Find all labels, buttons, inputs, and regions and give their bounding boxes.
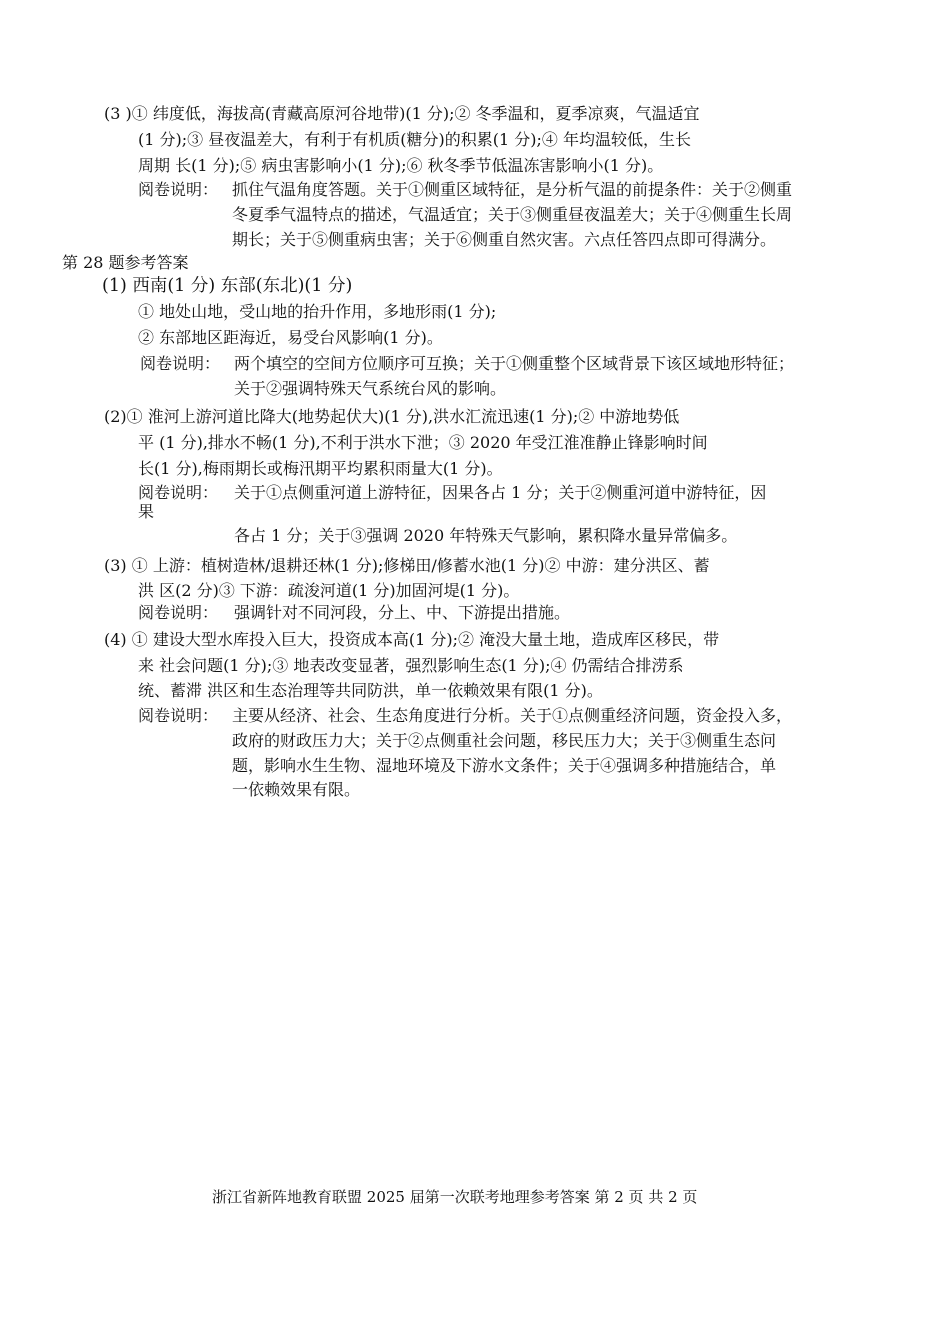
- q27-3-answer-line-1: (3 )① 纬度低，海拔高(青藏高原河谷地带)(1 分);② 冬季温和，夏季凉爽，气温适宜: [104, 104, 700, 123]
- q28-4-note-line-2: 政府的财政压力大；关于②点侧重社会问题，移民压力大；关于③侧重生态问: [232, 731, 777, 750]
- q27-3-note-line-3: 期长；关于⑤侧重病虫害；关于⑥侧重自然灾害。六点任答四点即可得满分。: [232, 230, 777, 249]
- q28-1-answer-line-1: (1) 西南(1 分) 东部(东北)(1 分): [102, 276, 353, 296]
- q28-4-note-line-3: 题，影响水生生物、湿地环境及下游水文条件；关于④强调多种措施结合，单: [232, 756, 777, 775]
- q28-4-note-label: 阅卷说明：: [138, 706, 219, 725]
- q28-1-answer-line-3: ② 东部地区距海近，易受台风影响(1 分)。: [138, 328, 443, 347]
- q28-1-note-label: 阅卷说明：: [140, 354, 221, 373]
- q28-2-note-label: 阅卷说明：: [138, 483, 219, 502]
- q28-4-note-line-1: 主要从经济、社会、生态角度进行分析。关于①点侧重经济问题，资金投入多，: [232, 706, 793, 725]
- q28-1-answer-line-2: ① 地处山地，受山地的抬升作用，多地形雨(1 分);: [138, 302, 497, 321]
- q28-1-note-line-2: 关于②强调特殊天气系统台风的影响。: [234, 379, 507, 398]
- q27-3-note-label: 阅卷说明：: [138, 180, 219, 199]
- q28-2-answer-line-1: (2)① 淮河上游河道比降大(地势起伏大)(1 分),洪水汇流迅速(1 分);② 中游地势低: [104, 407, 680, 426]
- q27-3-answer-line-3: 周期 长(1 分);⑤ 病虫害影响小(1 分);⑥ 秋冬季节低温冻害影响小(1 分)。: [138, 156, 664, 175]
- q28-2-answer-line-3: 长(1 分),梅雨期长或梅汛期平均累积雨量大(1 分)。: [138, 459, 503, 478]
- q28-2-note-line-1: 关于①点侧重河道上游特征，因果各占 1 分；关于②侧重河道中游特征，因: [234, 483, 767, 502]
- q28-title: 第 28 题参考答案: [62, 253, 189, 272]
- q28-4-answer-line-1: (4) ① 建设大型水库投入巨大，投资成本高(1 分);② 淹没大量土地，造成库区移民，带: [104, 630, 720, 649]
- q28-4-note-line-4: 一依赖效果有限。: [232, 780, 361, 799]
- q28-2-note-line-3: 各占 1 分；关于③强调 2020 年特殊天气影响，累积降水量异常偏多。: [234, 526, 738, 545]
- q28-2-answer-line-2: 平 (1 分),排水不畅(1 分),不利于洪水下泄；③ 2020 年受江淮准静止锋影响时间: [138, 433, 708, 452]
- q27-3-note-line-2: 冬夏季气温特点的描述，气温适宜；关于③侧重昼夜温差大；关于④侧重生长周: [232, 205, 793, 224]
- q28-3-note-line-1: 强调针对不同河段，分上、中、下游提出措施。: [234, 603, 571, 622]
- q28-3-answer-line-2: 洪 区(2 分)③ 下游：疏浚河道(1 分)加固河堤(1 分)。: [138, 581, 520, 600]
- page-footer: 浙江省新阵地教育联盟 2025 届第一次联考地理参考答案 第 2 页 共 2 页: [212, 1188, 698, 1206]
- q27-3-note-line-1: 抓住气温角度答题。关于①侧重区域特征，是分析气温的前提条件：关于②侧重: [232, 180, 793, 199]
- q28-3-answer-line-1: (3) ① 上游：植树造林/退耕还林(1 分);修梯田/修蓄水池(1 分)② 中游：建分洪区、蓄: [104, 556, 710, 575]
- q28-3-note-label: 阅卷说明：: [138, 603, 219, 622]
- q28-2-note-line-2: 果: [138, 502, 155, 521]
- q28-4-answer-line-2: 来 社会问题(1 分);③ 地表改变显著，强烈影响生态(1 分);④ 仍需结合排涝系: [138, 656, 684, 675]
- q27-3-answer-line-2: (1 分);③ 昼夜温差大，有利于有机质(糖分)的积累(1 分);④ 年均温较低，生长: [138, 130, 691, 149]
- q28-1-note-line-1: 两个填空的空间方位顺序可互换；关于①侧重整个区域背景下该区域地形特征；: [234, 354, 795, 373]
- q28-4-answer-line-3: 统、蓄滞 洪区和生态治理等共同防洪，单一依赖效果有限(1 分)。: [138, 681, 603, 700]
